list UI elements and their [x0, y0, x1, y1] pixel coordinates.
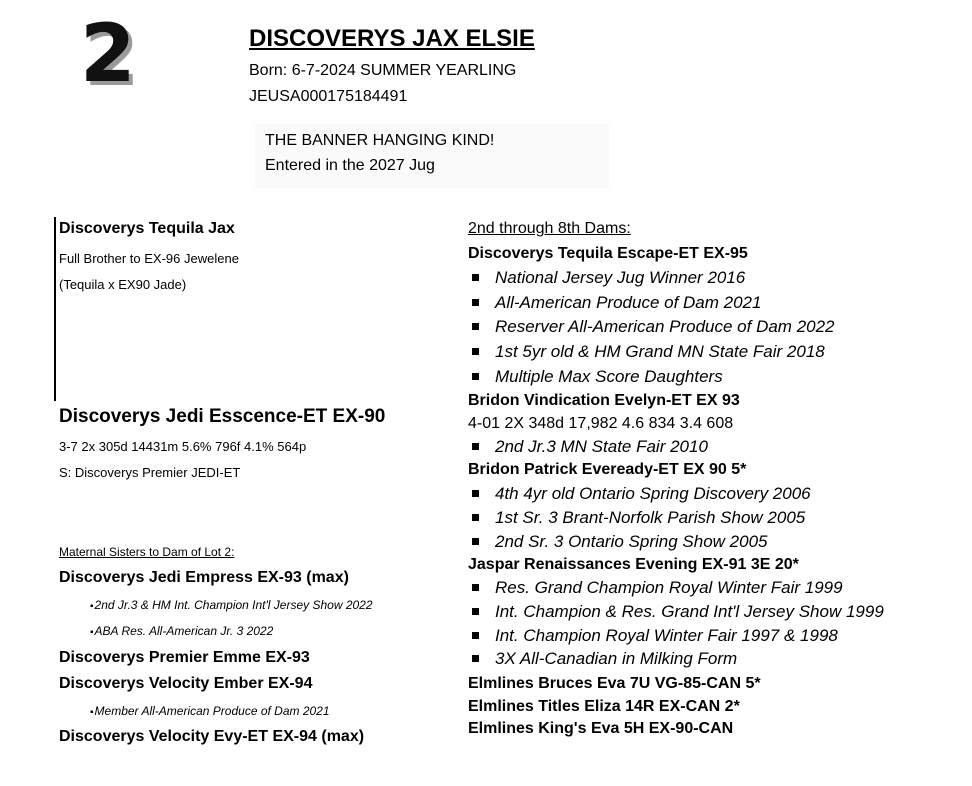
achievement-text: National Jersey Jug Winner 2016 [495, 268, 746, 287]
achievement-text: 3X All-Canadian in Milking Form [495, 649, 738, 668]
dam-3-record: 4-01 2X 348d 17,982 4.6 834 3.4 608 [468, 415, 734, 432]
bullet-icon [472, 443, 479, 450]
sister-name: Discoverys Jedi Empress EX-93 (max) [59, 569, 349, 586]
dam-achievement [468, 268, 745, 288]
lot-number: 2 [80, 7, 136, 100]
sister-name: Discoverys Velocity Evy-ET EX-94 (max) [59, 728, 365, 745]
dam-achievement [468, 293, 761, 313]
bullet-icon [472, 323, 479, 330]
sisters-title: Maternal Sisters to Dam of Lot 2: [59, 545, 235, 559]
dam-achievement [468, 484, 811, 504]
bullet-icon [472, 608, 479, 615]
pedigree-divider [54, 217, 56, 401]
achievement-text: All-American Produce of Dam 2021 [495, 293, 762, 312]
achievement-text: Multiple Max Score Daughters [495, 367, 723, 386]
achievement-text: 1st Sr. 3 Brant-Norfolk Parish Show 2005 [495, 508, 806, 527]
dam-6-name: Elmlines Bruces Eva 7U VG-85-CAN 5* [468, 675, 761, 692]
bullet-icon [472, 373, 479, 380]
achievement-text: Int. Champion Royal Winter Fair 1997 & 1998 [495, 626, 838, 645]
sire-note-1: Full Brother to EX-96 Jewelene [59, 251, 239, 266]
achievement-text: 2nd Sr. 3 Ontario Spring Show 2005 [495, 532, 768, 551]
sire-name: Discoverys Tequila Jax [59, 220, 235, 237]
dam-achievement [468, 649, 737, 669]
dam-sire: S: Discoverys Premier JEDI-ET [59, 465, 241, 480]
bullet-icon [472, 348, 479, 355]
bullet-icon [472, 538, 479, 545]
dam-achievement [468, 317, 835, 337]
achievement-text: Reserver All-American Produce of Dam 2022 [495, 317, 835, 336]
dam-7-name: Elmlines Titles Eliza 14R EX-CAN 2* [468, 698, 740, 715]
dam-achievement [468, 508, 805, 528]
dam-achievement [468, 626, 838, 646]
sister-achievement: ▪ 2nd Jr.3 & HM Int. Champion Int'l Jersey Show 2022 [90, 598, 373, 612]
dam-3-name: Bridon Vindication Evelyn-ET EX 93 [468, 392, 740, 409]
dam-achievement [468, 342, 825, 362]
bullet-icon [472, 274, 479, 281]
promo-line-1: THE BANNER HANGING KIND! [265, 132, 495, 149]
sister-name: Discoverys Velocity Ember EX-94 [59, 675, 313, 692]
sister-name: Discoverys Premier Emme EX-93 [59, 649, 310, 666]
bullet-icon [472, 514, 479, 521]
dam-5-name: Jaspar Renaissances Evening EX-91 3E 20* [468, 556, 799, 573]
bullet-icon [472, 632, 479, 639]
bullet-icon [472, 490, 479, 497]
dam-achievement [468, 602, 884, 622]
birth-date: Born: 6-7-2024 SUMMER YEARLING [249, 62, 517, 79]
registration-number: JEUSA000175184491 [249, 88, 408, 105]
sister-achievement: ▪ Member All-American Produce of Dam 2021 [90, 704, 330, 718]
achievement-text: 2nd Jr.3 MN State Fair 2010 [495, 437, 708, 456]
bullet-icon [472, 655, 479, 662]
animal-name: DISCOVERYS JAX ELSIE [249, 25, 535, 52]
dam-4-name: Bridon Patrick Eveready-ET EX 90 5* [468, 461, 747, 478]
sire-note-2: (Tequila x EX90 Jade) [59, 277, 187, 292]
dam-record: 3-7 2x 305d 14431m 5.6% 796f 4.1% 564p [59, 439, 307, 454]
promo-line-2: Entered in the 2027 Jug [265, 157, 435, 174]
achievement-text: Int. Champion & Res. Grand Int'l Jersey Show 1999 [495, 602, 884, 621]
dam-achievement [468, 532, 767, 552]
sister-achievement: ▪ ABA Res. All-American Jr. 3 2022 [90, 624, 273, 638]
achievement-text: Res. Grand Champion Royal Winter Fair 1999 [495, 578, 843, 597]
dam-name: Discoverys Jedi Esscence-ET EX-90 [59, 406, 386, 427]
dam-8-name: Elmlines King's Eva 5H EX-90-CAN [468, 720, 734, 737]
achievement-text: 4th 4yr old Ontario Spring Discovery 2006 [495, 484, 811, 503]
achievement-text: 1st 5yr old & HM Grand MN State Fair 2018 [495, 342, 825, 361]
dams-title: 2nd through 8th Dams: [468, 220, 631, 237]
bullet-icon [472, 299, 479, 306]
dam-2-name: Discoverys Tequila Escape-ET EX-95 [468, 245, 748, 262]
dam-achievement [468, 367, 723, 387]
dam-achievement [468, 437, 708, 457]
promo-box [255, 124, 609, 188]
dam-achievement [468, 578, 843, 598]
bullet-icon [472, 584, 479, 591]
